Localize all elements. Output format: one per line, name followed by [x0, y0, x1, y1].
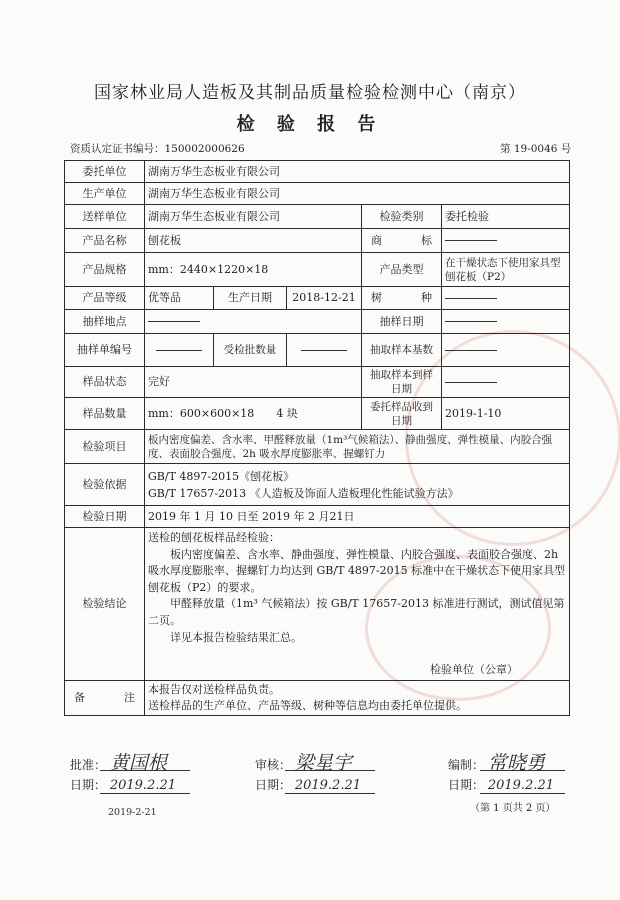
spec-label: 产品规格	[65, 253, 145, 287]
items-value: 板内密度偏差、含水率、甲醛释放量（1m³气候箱法）、静曲强度、弹性模量、内胶合强度、表面胶合强度、2h 吸水厚度膨胀率、握螺钉力	[145, 430, 570, 464]
row-grade	[65, 287, 570, 310]
review-label: 审核：	[255, 758, 292, 772]
prod-date-value: 2018-12-21	[287, 287, 362, 310]
row-date	[65, 506, 570, 528]
conclusion-p3: 甲醛释放量（1m³ 气候箱法）按 GB/T 17657-2013 标准进行测试，测试值见第二页。	[148, 597, 565, 627]
approve-date-block	[70, 776, 176, 793]
empty-dash	[445, 350, 497, 351]
sheet-no-value	[145, 334, 214, 367]
sender-value: 湖南万华生态板业有限公司	[145, 205, 362, 229]
arrival-value	[442, 367, 570, 398]
empty-dash	[445, 298, 497, 299]
prepare-date-block	[448, 776, 554, 793]
row-producer	[65, 183, 570, 205]
approve-date-label: 日期：	[70, 778, 107, 792]
remark-label: 备 注	[65, 680, 145, 715]
empty-dash	[156, 350, 202, 351]
producer-label: 生产单位	[65, 183, 145, 205]
empty-dash	[148, 321, 200, 322]
remark-value	[145, 680, 570, 715]
conclusion-label: 检验结论	[65, 528, 145, 681]
receive-value: 2019-1-10	[442, 398, 570, 430]
batch-value	[287, 334, 362, 367]
cert-number: 资质认定证书编号：150002000626	[70, 143, 245, 155]
sheet-no-label: 抽样单编号	[65, 334, 145, 367]
insp-type-label: 检验类别	[362, 205, 442, 229]
row-state	[65, 367, 570, 398]
footer-date: 2019-2-21	[108, 807, 157, 818]
batch-label: 受检批数量	[214, 334, 287, 367]
prepare-label: 编制：	[448, 758, 485, 772]
producer-value: 湖南万华生态板业有限公司	[145, 183, 570, 205]
ptype-label: 产品类型	[362, 253, 442, 287]
prod-date-label: 生产日期	[214, 287, 287, 310]
review-date-block	[255, 776, 361, 793]
remark-line-1: 本报告仅对送检样品负责。	[148, 682, 280, 696]
row-items	[65, 430, 570, 464]
sample-date-value	[442, 310, 570, 334]
spec-value: mm：2440×1220×18	[145, 253, 362, 287]
brand-label: 商 标	[362, 229, 442, 253]
row-conclusion	[65, 528, 570, 681]
row-qty	[65, 398, 570, 430]
report-table	[64, 160, 570, 716]
arrival-label: 抽取样本到样日期	[362, 367, 442, 398]
base-label: 抽取样本基数	[362, 334, 442, 367]
prepare-date: 2019.2.21	[487, 778, 555, 793]
conclusion-value	[145, 528, 570, 681]
row-basis	[65, 464, 570, 506]
report-title: 检 验 报 告	[236, 114, 384, 135]
report-number: 第 19-0046 号	[500, 143, 572, 155]
approve-underline	[100, 770, 190, 771]
approve-date-underline	[100, 793, 190, 794]
row-sheet	[65, 334, 570, 367]
row-sender	[65, 205, 570, 229]
empty-dash	[301, 350, 347, 351]
prepare-date-underline	[480, 793, 565, 794]
remark-line-2: 送检样品的生产单位、产品等级、树种等信息均由委托单位提供。	[148, 698, 467, 712]
approve-date: 2019.2.21	[109, 778, 177, 793]
grade-value: 优等品	[145, 287, 214, 310]
empty-dash	[445, 321, 497, 322]
sample-date-label: 抽样日期	[362, 310, 442, 334]
review-date-label: 日期：	[255, 778, 292, 792]
basis-line-2: GB/T 17657-2013 《人造板及饰面人造板理化性能试验方法》	[148, 486, 459, 500]
receive-label: 委托样品收到日期	[362, 398, 442, 430]
product-label: 产品名称	[65, 229, 145, 253]
qty-value: mm：600×600×18 4 块	[145, 398, 362, 430]
review-underline	[285, 770, 375, 771]
product-value: 刨花板	[145, 229, 362, 253]
row-remark	[65, 680, 570, 715]
basis-label: 检验依据	[65, 464, 145, 506]
grade-label: 产品等级	[65, 287, 145, 310]
approve-signature: 黄国根	[109, 752, 167, 774]
conclusion-p4: 详见本报告检验结果汇总。	[170, 630, 302, 644]
qty-label: 样品数量	[65, 398, 145, 430]
report-org-title: 国家林业局人造板及其制品质量检验检测中心（南京）	[94, 83, 526, 103]
review-date: 2019.2.21	[294, 778, 362, 793]
date-value: 2019 年 1 月 10 日至 2019 年 2 月21日	[145, 506, 570, 528]
prepare-signature: 常晓勇	[487, 752, 545, 774]
row-spec	[65, 253, 570, 287]
ptype-value: 在干燥状态下使用家具型刨花板（P2）	[442, 253, 570, 287]
conclusion-p1: 送检的刨花板样品经检验：	[148, 531, 280, 544]
basis-value	[145, 464, 570, 506]
approve-label: 批准：	[70, 758, 107, 772]
client-label: 委托单位	[65, 161, 145, 183]
row-place	[65, 310, 570, 334]
page-number: （第 1 页共 2 页）	[470, 803, 556, 814]
conclusion-p2: 板内密度偏差、含水率、静曲强度、弹性模量、内胶合强度、表面胶合强度、2h 吸水厚度膨胀率、握螺钉力均达到 GB/T 4897-2015 标准中在干燥状态下使用家具型刨花板（P2）的要求。	[148, 547, 566, 594]
row-client	[65, 161, 570, 183]
state-value: 完好	[145, 367, 362, 398]
items-label: 检验项目	[65, 430, 145, 464]
place-value	[145, 310, 362, 334]
empty-dash	[445, 240, 497, 241]
prepare-date-label: 日期：	[448, 778, 485, 792]
review-signature: 梁星宇	[294, 752, 352, 774]
conclusion-stamp-text: 检验单位（公章）	[430, 663, 519, 677]
empty-dash	[445, 382, 497, 383]
sender-label: 送样单位	[65, 205, 145, 229]
date-label: 检验日期	[65, 506, 145, 528]
species-value	[442, 287, 570, 310]
brand-value	[442, 229, 570, 253]
state-label: 样品状态	[65, 367, 145, 398]
basis-line-1: GB/T 4897-2015《刨花板》	[148, 469, 295, 483]
place-label: 抽样地点	[65, 310, 145, 334]
client-value: 湖南万华生态板业有限公司	[145, 161, 570, 183]
species-label: 树 种	[362, 287, 442, 310]
row-product	[65, 229, 570, 253]
review-date-underline	[285, 793, 375, 794]
insp-type-value: 委托检验	[442, 205, 570, 229]
prepare-underline	[480, 770, 565, 771]
base-value	[442, 334, 570, 367]
